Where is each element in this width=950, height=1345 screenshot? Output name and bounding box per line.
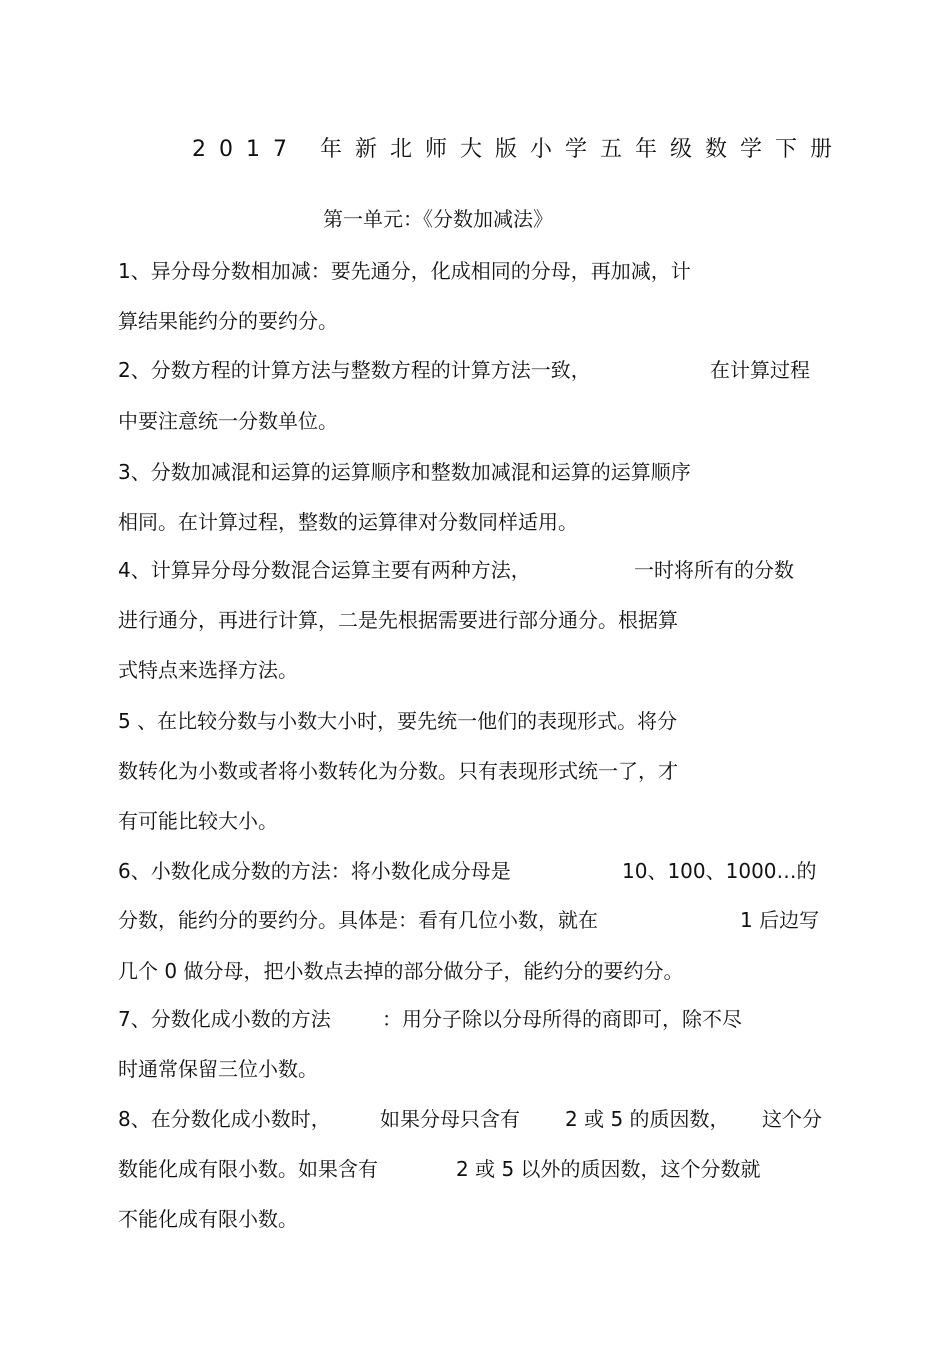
text-line: 进行通分，再进行计算，二是先根据需要进行部分通分。根据算 [118, 608, 678, 632]
text-line: 2 或 5 的质因数， [565, 1107, 730, 1131]
text-line: 2 或 5 以外的质因数，这个分数就 [456, 1157, 761, 1181]
text-line: 4、计算异分母分数混合运算主要有两种方法， [118, 558, 531, 582]
text-line: 算结果能约分的要约分。 [118, 309, 338, 333]
text-line: 数能化成有限小数。如果含有 [118, 1157, 378, 1181]
text-line: 几个 0 做分母，把小数点去掉的部分做分子，能约分的要约分。 [118, 959, 684, 983]
text-line: 1 后边写 [740, 908, 820, 932]
text-line: 分数，能约分的要约分。具体是：看有几位小数，就在 [118, 908, 598, 932]
text-line: 1、异分母分数相加减：要先通分，化成相同的分母，再加减，计 [118, 259, 691, 283]
text-line: 相同。在计算过程，整数的运算律对分数同样适用。 [118, 510, 578, 534]
text-line: 5 、在比较分数与小数大小时，要先统一他们的表现形式。将分 [118, 709, 678, 733]
text-line: 中要注意统一分数单位。 [118, 409, 338, 433]
text-line: 在计算过程 [710, 358, 810, 382]
text-line: 6、小数化成分数的方法：将小数化成分母是 [118, 859, 511, 883]
text-line: 时通常保留三位小数。 [118, 1057, 318, 1081]
text-line: 式特点来选择方法。 [118, 658, 298, 682]
text-line: 这个分 [762, 1107, 822, 1131]
text-line: 有可能比较大小。 [118, 809, 278, 833]
text-line: 7、分数化成小数的方法 [118, 1007, 331, 1031]
text-line: 数转化为小数或者将小数转化为分数。只有表现形式统一了，才 [118, 759, 678, 783]
unit-title: 第一单元：《分数加减法》 [323, 207, 553, 231]
text-line: 3、分数加减混和运算的运算顺序和整数加减混和运算的运算顺序 [118, 460, 691, 484]
text-line: 8、在分数化成小数时， [118, 1107, 331, 1131]
text-line: 一时将所有的分数 [634, 558, 794, 582]
text-line: ：用分子除以分母所得的商即可，除不尽 [382, 1007, 742, 1031]
text-line: 2、分数方程的计算方法与整数方程的计算方法一致， [118, 358, 591, 382]
text-line: 如果分母只含有 [380, 1107, 520, 1131]
document-title: 2017 年新北师大版小学五年级数学下册 [192, 137, 845, 162]
text-line: 10、100、1000…的 [622, 859, 817, 883]
text-line: 不能化成有限小数。 [118, 1207, 298, 1231]
